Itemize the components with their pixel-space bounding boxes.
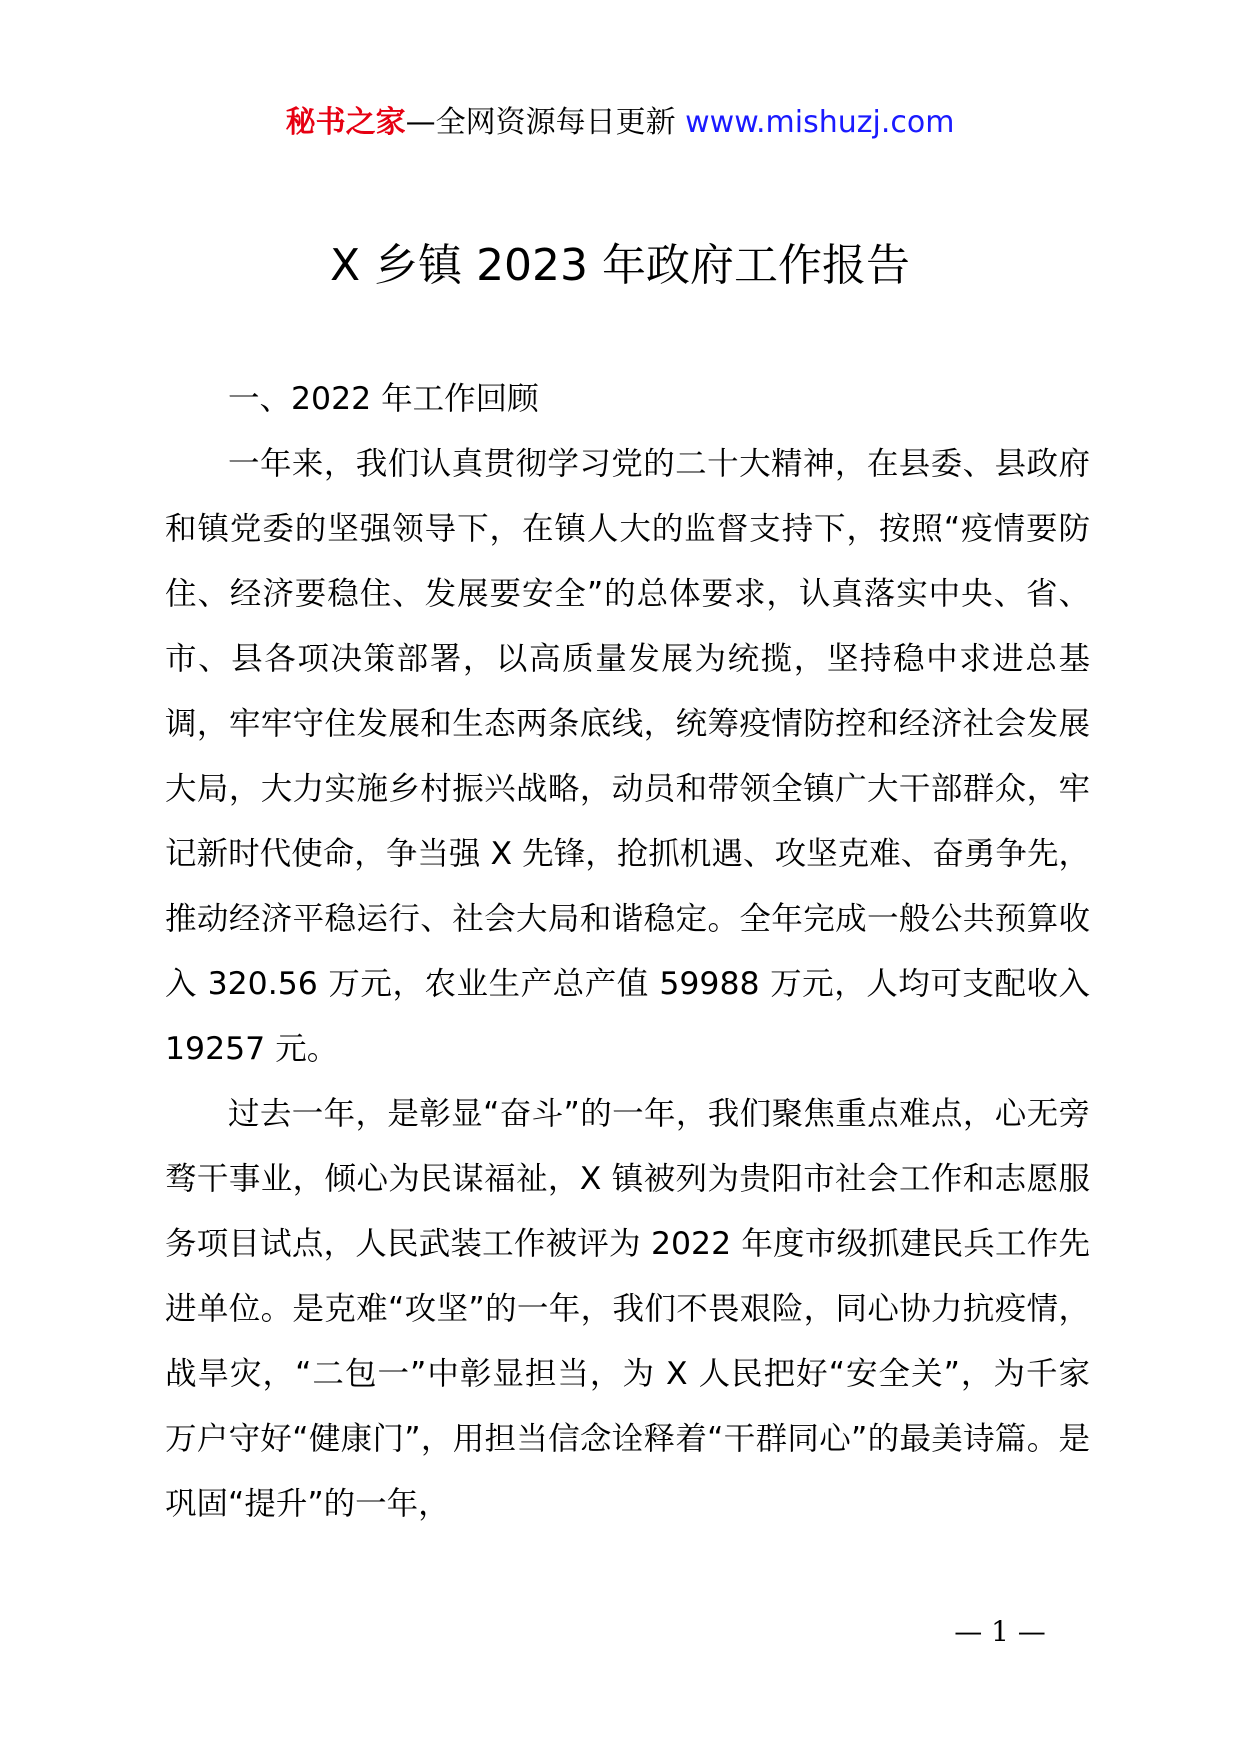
document-body <box>165 367 1090 1537</box>
header-brand: 秘书之家 <box>285 105 406 140</box>
paragraph-1: 一年来，我们认真贯彻学习党的二十大精神，在县委、县政府和镇党委的坚强领导下，在镇人大的监督支持下，按照“疫情要防住、经济要稳住、发展要安全”的总体要求，认真落实中央、省、市、县各项决策部署，以高质量发展为统揽，坚持稳中求进总基调，牢牢守住发展和生态两条底线，统筹疫情防控和经济社会发展大局，大力实施乡村振兴战略，动员和带领全镇广大干部群众，牢记新时代使命，争当强 X 先锋，抢抓机遇、攻坚克难、奋勇争先，推动经济平稳运行、社会大局和谐稳定。全年完成一般公共预算收入 320.56 万元，农业生产总产值 59988 万元，人均可支配收入 19257 元。 <box>165 446 1090 1067</box>
paragraph-2: 过去一年，是彰显“奋斗”的一年，我们聚焦重点难点，心无旁骛干事业，倾心为民谋福祉，X 镇被列为贵阳市社会工作和志愿服务项目试点，人民武装工作被评为 2022 年度市级抓建民兵工作先进单位。是克难“攻坚”的一年，我们不畏艰险，同心协力抗疫情，战旱灾，“二包一”中彰显担当，为 X 人民把好“安全关”，为千家万户守好“健康门”，用担当信念诠释着“干群同心”的最美诗篇。是巩固“提升”的一年， <box>165 1096 1090 1522</box>
document-title: X 乡镇 2023 年政府工作报告 <box>329 240 911 291</box>
header-url[interactable]: www.mishuzj.com <box>685 105 955 140</box>
header-slogan: —全网资源每日更新 <box>405 105 676 140</box>
page-number: — 1 — <box>954 1615 1046 1648</box>
section-heading: 一、2022 年工作回顾 <box>228 381 539 417</box>
site-header <box>0 98 1240 148</box>
